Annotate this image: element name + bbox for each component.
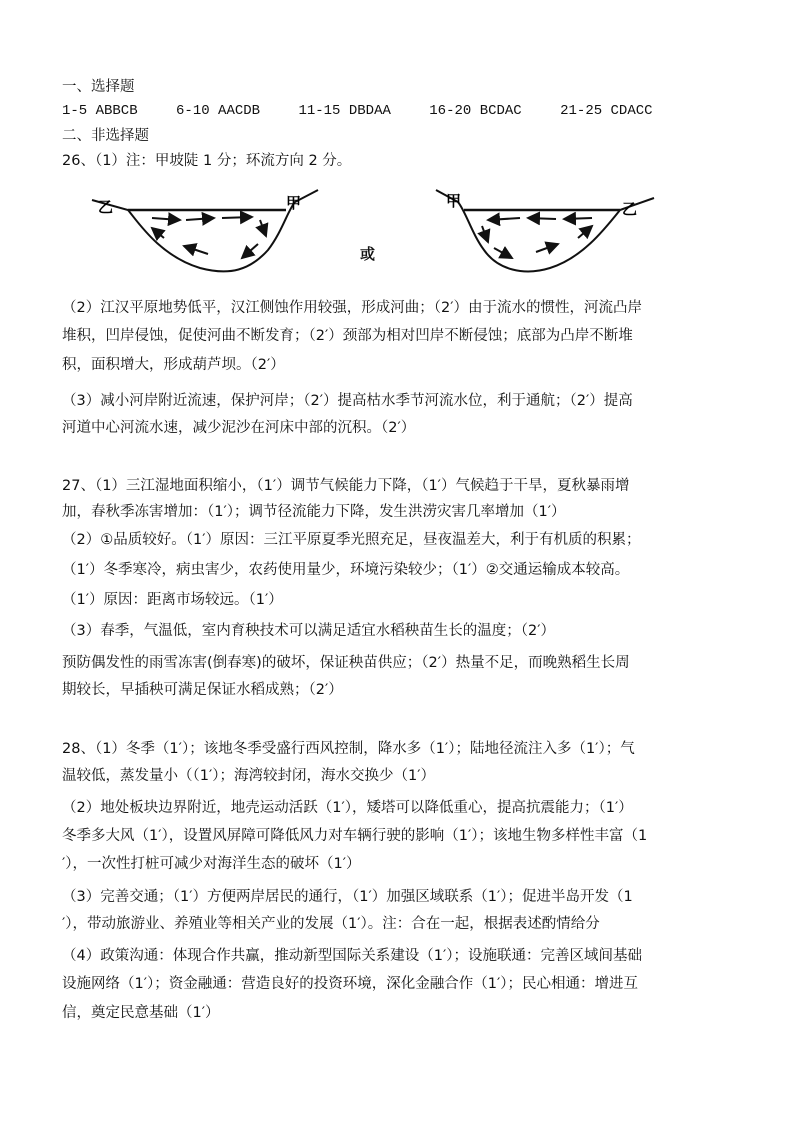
section1-title: 一、选择题 bbox=[62, 79, 135, 95]
q27-line6: （3）春季，气温低，室内育秧技术可以满足适宜水稻秧苗生长的温度；（2′） bbox=[62, 623, 555, 639]
answer-11-15: 11-15 DBDAA bbox=[298, 103, 391, 119]
q28-line5: ′），一次性打桩可减少对海洋生态的破坏（1′） bbox=[62, 856, 361, 872]
q28-line9: 设施网络（1′）；资金融通：营造良好的投资环境，深化金融合作（1′）；民心相通：增进互 bbox=[62, 976, 639, 992]
river-cross-section-left bbox=[90, 188, 330, 280]
label-yi-left: 乙 bbox=[98, 198, 114, 216]
q27-line5: （1′）原因：距离市场较远。（1′） bbox=[62, 592, 283, 608]
q28-line6: （3）完善交通；（1′）方便两岸居民的通行，（1′）加强区域联系（1′）；促进半岛开发（1 bbox=[62, 889, 633, 905]
q27-line1: 27、（1）三江湿地面积缩小，（1′）调节气候能力下降，（1′）气候趋于干旱，夏秋暴雨增 bbox=[62, 478, 630, 494]
q27-line3: （2）①品质较好。（1′）原因：三江平原夏季光照充足，昼夜温差大，利于有机质的积累； bbox=[62, 532, 641, 548]
label-yi-right: 乙 bbox=[622, 200, 638, 218]
q28-line3: （2）地处板块边界附近，地壳运动活跃（1′），矮塔可以降低重心，提高抗震能力；（1′） bbox=[62, 800, 633, 816]
q26-line1: （2）江汉平原地势低平，汉江侧蚀作用较强，形成河曲；（2′）由于流水的惯性，河流凸岸 bbox=[62, 300, 642, 316]
q27-line2: 加，春秋季冻害增加：（1′）；调节径流能力下降，发生洪涝灾害几率增加（1′） bbox=[62, 504, 566, 520]
q26-line3: 积，面积增大，形成葫芦坝。（2′） bbox=[62, 357, 285, 373]
label-jia-right: 甲 bbox=[446, 192, 462, 210]
q27-line4: （1′）冬季寒冷，病虫害少，农药使用量少，环境污染较少；（1′）②交通运输成本较高。 bbox=[62, 562, 630, 578]
section2-title: 二、非选择题 bbox=[62, 128, 149, 144]
answer-6-10: 6-10 AACDB bbox=[176, 103, 261, 119]
label-jia-left: 甲 bbox=[286, 194, 302, 212]
q28-line7: ′），带动旅游业、养殖业等相关产业的发展（1′）。注：合在一起，根据表述酌情给分 bbox=[62, 916, 600, 932]
q28-line8: （4）政策沟通：体现合作共赢，推动新型国际关系建设（1′）；设施联通：完善区域间基础 bbox=[62, 948, 642, 964]
answer-16-20: 16-20 BCDAC bbox=[429, 103, 522, 119]
answer-key bbox=[62, 101, 683, 121]
answer-21-25: 21-25 CDACC bbox=[560, 103, 653, 119]
river-cross-section-right bbox=[432, 188, 662, 280]
q26-part1: 26、（1）注：甲坡陡 1 分；环流方向 2 分。 bbox=[62, 153, 352, 169]
answer-1-5: 1-5 ABBCB bbox=[62, 103, 138, 119]
q26-line4: （3）减小河岸附近流速，保护河岸；（2′）提高枯水季节河流水位，利于通航；（2′）提高 bbox=[62, 393, 633, 409]
q28-line10: 信，奠定民意基础（1′） bbox=[62, 1005, 220, 1021]
q27-line8: 期较长，早插秧可满足保证水稻成熟；（2′） bbox=[62, 682, 343, 698]
q28-line2: 温较低，蒸发量小（（1′）；海湾较封闭，海水交换少（1′） bbox=[62, 768, 436, 784]
q26-line2: 堆积，凹岸侵蚀，促使河曲不断发育；（2′）颈部为相对凹岸不断侵蚀；底部为凸岸不断堆 bbox=[62, 328, 633, 344]
q27-line7: 预防偶发性的雨雪冻害(倒春寒)的破坏，保证秧苗供应；（2′）热量不足，而晚熟稻生长周 bbox=[62, 655, 630, 671]
q28-line4: 冬季多大风（1′），设置风屏障可降低风力对车辆行驶的影响（1′）；该地生物多样性丰富（1 bbox=[62, 828, 648, 844]
q28-line1: 28、（1）冬季（1′）；该地冬季受盛行西风控制，降水多（1′）；陆地径流注入多（1′）；气 bbox=[62, 741, 635, 757]
q26-line5: 河道中心河流水速，减少泥沙在河床中部的沉积。（2′） bbox=[62, 420, 416, 436]
or-label: 或 bbox=[360, 245, 376, 263]
